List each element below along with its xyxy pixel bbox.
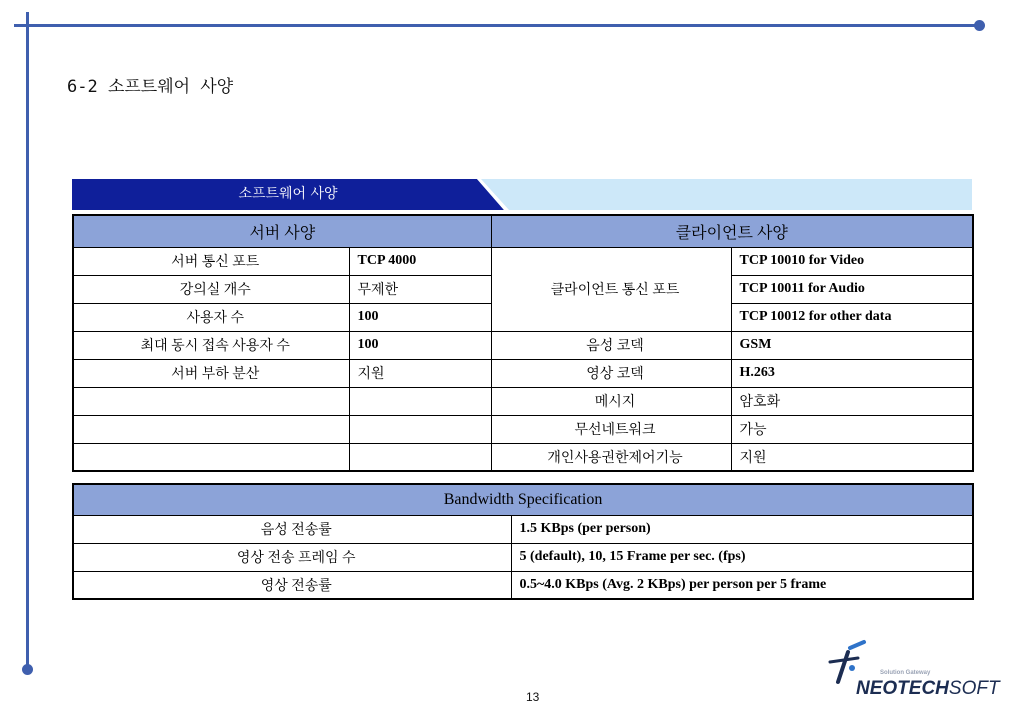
client-port-label-cell: 클라이언트 통신 포트: [491, 247, 731, 331]
software-spec-table: [72, 214, 974, 472]
server-value-cell: 지원: [349, 359, 491, 387]
client-value-cell: GSM: [731, 331, 973, 359]
server-label-cell: 서버 부하 분산: [73, 359, 349, 387]
bandwidth-header: Bandwidth Specification: [73, 484, 973, 515]
empty-cell: [349, 415, 491, 443]
bandwidth-label-cell: 영상 전송 프레임 수: [73, 543, 511, 571]
client-label-cell: 음성 코덱: [491, 331, 731, 359]
logo-wordmark: [856, 678, 1000, 700]
table-row: [73, 443, 973, 471]
client-value-cell: 암호화: [731, 387, 973, 415]
server-spec-header: 서버 사양: [73, 215, 491, 247]
empty-cell: [73, 387, 349, 415]
empty-cell: [349, 387, 491, 415]
client-value-cell: TCP 10012 for other data: [731, 303, 973, 331]
client-label-cell: 메시지: [491, 387, 731, 415]
server-value-cell: TCP 4000: [349, 247, 491, 275]
logo-tagline: Solution Gateway: [880, 670, 931, 676]
empty-cell: [73, 443, 349, 471]
client-spec-header: 클라이언트 사양: [491, 215, 973, 247]
server-value-cell: 100: [349, 331, 491, 359]
table-header-row: [73, 215, 973, 247]
empty-cell: [73, 415, 349, 443]
frame-top-line: [14, 24, 980, 27]
section-banner: [72, 179, 972, 210]
empty-cell: [349, 443, 491, 471]
client-value-cell: 지원: [731, 443, 973, 471]
frame-top-dot: [974, 20, 985, 31]
logo-brand-light: SOFT: [948, 678, 1000, 699]
client-value-cell: H.263: [731, 359, 973, 387]
client-value-cell: TCP 10011 for Audio: [731, 275, 973, 303]
banner-label: 소프트웨어 사양: [238, 186, 338, 202]
server-value-cell: 무제한: [349, 275, 491, 303]
table-row: [73, 247, 973, 275]
server-label-cell: 사용자 수: [73, 303, 349, 331]
table-row: [73, 543, 973, 571]
table-header-row: [73, 484, 973, 515]
table-row: [73, 387, 973, 415]
table-row: [73, 515, 973, 543]
client-label-cell: 개인사용권한제어기능: [491, 443, 731, 471]
client-value-cell: 가능: [731, 415, 973, 443]
table-row: [73, 331, 973, 359]
frame-left-line: [26, 12, 29, 670]
page-number: 13: [526, 690, 540, 704]
bandwidth-value-cell: 0.5~4.0 KBps (Avg. 2 KBps) per person per 5 frame: [511, 571, 973, 599]
server-label-cell: 서버 통신 포트: [73, 247, 349, 275]
server-label-cell: 강의실 개수: [73, 275, 349, 303]
client-value-cell: TCP 10010 for Video: [731, 247, 973, 275]
server-value-cell: 100: [349, 303, 491, 331]
bandwidth-label-cell: 영상 전송률: [73, 571, 511, 599]
table-row: [73, 359, 973, 387]
slide-title: 6-2 소프트웨어 사양: [67, 77, 234, 97]
frame-bottom-dot: [22, 664, 33, 675]
table-row: [73, 571, 973, 599]
client-label-cell: 영상 코덱: [491, 359, 731, 387]
bandwidth-value-cell: 1.5 KBps (per person): [511, 515, 973, 543]
client-label-cell: 무선네트워크: [491, 415, 731, 443]
bandwidth-value-cell: 5 (default), 10, 15 Frame per sec. (fps): [511, 543, 973, 571]
server-label-cell: 최대 동시 접속 사용자 수: [73, 331, 349, 359]
logo-brand-bold: NEOTECH: [856, 678, 949, 699]
table-row: [73, 415, 973, 443]
bandwidth-spec-table: [72, 483, 974, 600]
bandwidth-label-cell: 음성 전송률: [73, 515, 511, 543]
neotechsoft-logo: [828, 638, 1018, 700]
